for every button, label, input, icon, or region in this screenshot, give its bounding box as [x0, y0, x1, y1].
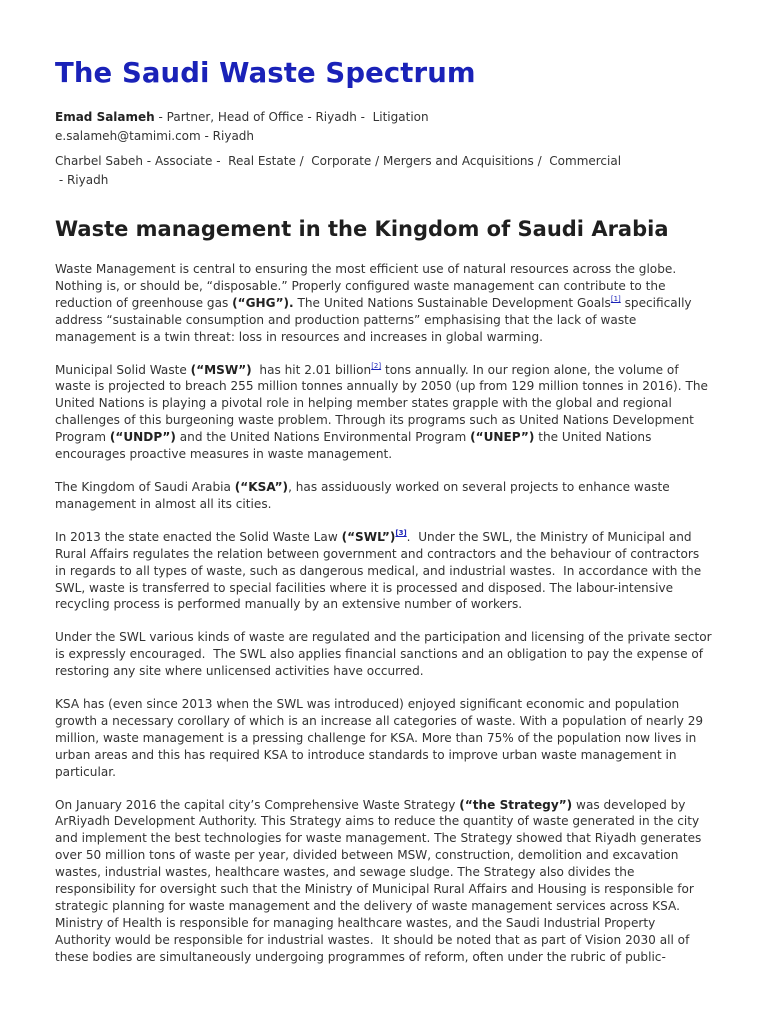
- text-run: Municipal Solid Waste: [55, 362, 191, 377]
- text-run: and the United Nations Environmental Program: [175, 430, 471, 445]
- paragraph-7: [55, 797, 713, 966]
- document-title: The Saudi Waste Spectrum: [55, 57, 476, 89]
- footnote-link-1[interactable]: [1]: [610, 294, 621, 303]
- term-ksa: (“KSA”): [234, 479, 289, 494]
- term-undp: (“UNDP”): [109, 430, 176, 445]
- text-run: , has assiduously worked on several projects to enhance waste management in almost all its cities.: [55, 479, 670, 511]
- text-run: The United Nations Sustainable Development Goals: [293, 295, 611, 310]
- text-run: The Kingdom of Saudi Arabia: [55, 479, 235, 494]
- term-ghg: (“GHG”).: [232, 295, 294, 310]
- text-run: . Under the SWL, the Ministry of Municipal and Rural Affairs regulates the relation between government and contractors and the behaviour of contractors in regards to all types of waste, such as dangerous medical, and industrial wastes. In accordance with the SWL, waste is transferred to special facilities where it is processed and disposed. The labour-intensive recycling process is performed manually by an extensive number of workers.: [55, 529, 702, 612]
- author-block: [55, 108, 713, 190]
- text-run: tons annually. In our region alone, the volume of waste is projected to breach 255 million tonnes annually by 2050 (up from 129 million tonnes in 2016). The United Nations is playing a pivotal role in helping member states grapple with the global and regional challenges of this burgeoning waste problem. Through its programs such as United Nations Development Program: [55, 362, 708, 445]
- paragraph-4: [55, 529, 713, 614]
- author1-role: - Partner, Head of Office - Riyadh - Litigation: [154, 110, 429, 124]
- text-run: the United Nations encourages proactive measures in waste management.: [55, 430, 652, 462]
- text-run: In 2013 the state enacted the Solid Waste Law: [55, 529, 342, 544]
- paragraph-3: [55, 479, 713, 513]
- author2-location: - Riyadh: [55, 173, 109, 187]
- footnote-link-2[interactable]: [2]: [371, 361, 382, 370]
- text-run: was developed by ArRiyadh Development Authority. This Strategy aims to reduce the quantity of waste generated in the city and implement the best technologies for waste management. The Strategy showed that Riyadh generates over 50 million tons of waste per year, divided between MSW, construction, demolition and excavation wastes, industrial wastes, healthcare wastes, and sewage sludge. The Strategy also divides the responsibility for oversight such that the Ministry of Municipal Rural Affairs and Housing is responsible for strategic planning for waste management and the delivery of waste management services across KSA. Ministry of Health is responsible for managing healthcare wastes, and the Saudi Industrial Property Authority would be responsible for industrial wastes. It should be noted that as part of Vision 2030 all of these bodies are simultaneously undergoing programmes of reform, often under the rubric of public-: [55, 797, 702, 964]
- term-msw: (“MSW”): [190, 362, 252, 377]
- text-run: has hit 2.01 billion: [251, 362, 372, 377]
- text-run: On January 2016 the capital city’s Comprehensive Waste Strategy: [55, 797, 460, 812]
- author1-name: Emad Salameh: [55, 110, 155, 124]
- term-strategy: (“the Strategy”): [459, 797, 573, 812]
- article-body: [55, 261, 713, 966]
- author2-line: Charbel Sabeh - Associate - Real Estate / Corporate / Mergers and Acquisitions / Commercial: [55, 154, 622, 168]
- paragraph-1: [55, 261, 713, 346]
- text-run: Waste Management is central to ensuring the most efficient use of natural resources across the globe. Nothing is, or should be, “disposable.” Properly configured waste management can contribute to the reduction of greenhouse gas: [55, 262, 677, 310]
- text-run: specifically address “sustainable consumption and production patterns” emphasising that the lack of waste management is a twin threat: loss in resources and increases in global warming.: [55, 295, 692, 344]
- author1-line: [55, 108, 713, 127]
- author1-contact: e.salameh@tamimi.com - Riyadh: [55, 129, 255, 143]
- section-heading: Waste management in the Kingdom of Saudi Arabia: [55, 217, 669, 241]
- paragraph-5: Under the SWL various kinds of waste are regulated and the participation and licensing of the private sector is expressly encouraged. The SWL also applies financial sanctions and an obligation to pay the expense of restoring any site where unlicensed activities have occurred.: [55, 630, 712, 679]
- term-swl: (“SWL”): [341, 529, 396, 544]
- paragraph-2: [55, 362, 713, 463]
- footnote-link-3[interactable]: [3]: [395, 528, 407, 537]
- term-unep: (“UNEP”): [470, 430, 535, 445]
- paragraph-6: KSA has (even since 2013 when the SWL was introduced) enjoyed significant economic and population growth a necessary corollary of which is an increase all categories of waste. With a population of nearly 29 million, waste management is a pressing challenge for KSA. More than 75% of the population now lives in urban areas and this has required KSA to introduce standards to improve urban waste management in particular.: [55, 697, 704, 779]
